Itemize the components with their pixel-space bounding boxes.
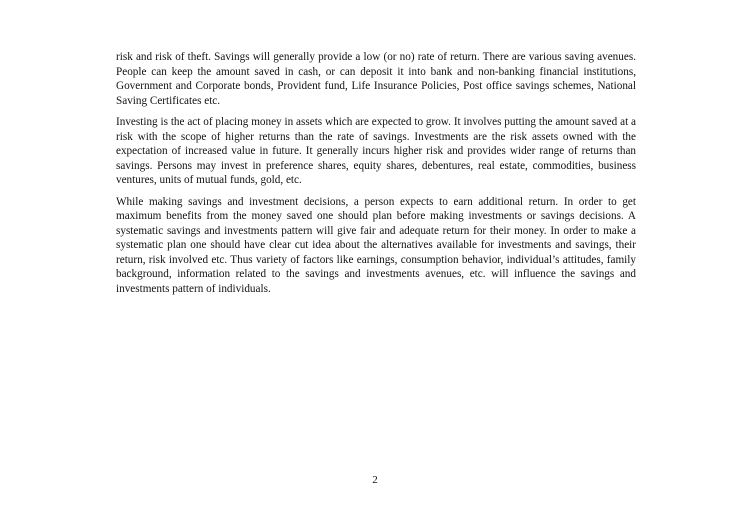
body-text (116, 50, 636, 303)
paragraph-savings-avenues: risk and risk of theft. Savings will generally provide a low (or no) rate of return. There are various saving avenues. People can keep the amount saved in cash, or can deposit it into bank and non-banking financial institutions, Government and Corporate bonds, Provident fund, Life Insurance Policies, Post office savings schemes, National Saving Certificates etc. (116, 51, 636, 107)
paragraph-decisions: While making savings and investment decisions, a person expects to earn additional return. In order to get maximum benefits from the money saved one should plan before making investments or savings decisions. A systematic savings and investments pattern will give fair and adequate return for their money. In order to make a systematic plan one should have clear cut idea about the alternatives available for investments and savings, their return, risk involved etc. Thus variety of factors like earnings, consumption behavior, individual’s attitudes, family background, information related to the savings and investments avenues, etc. will influence the savings and investments pattern of individuals. (116, 195, 636, 295)
page-number: 2 (372, 474, 378, 486)
paragraph-investing: Investing is the act of placing money in assets which are expected to grow. It involves putting the amount saved at a risk with the scope of higher returns than the rate of savings. Investments are the risk assets owned with the expectation of increased value in future. It generally incurs higher risk and provides wider range of returns than savings. Persons may invest in preference shares, equity shares, debentures, real estate, commodities, business ventures, units of mutual funds, gold, etc. (116, 116, 636, 186)
